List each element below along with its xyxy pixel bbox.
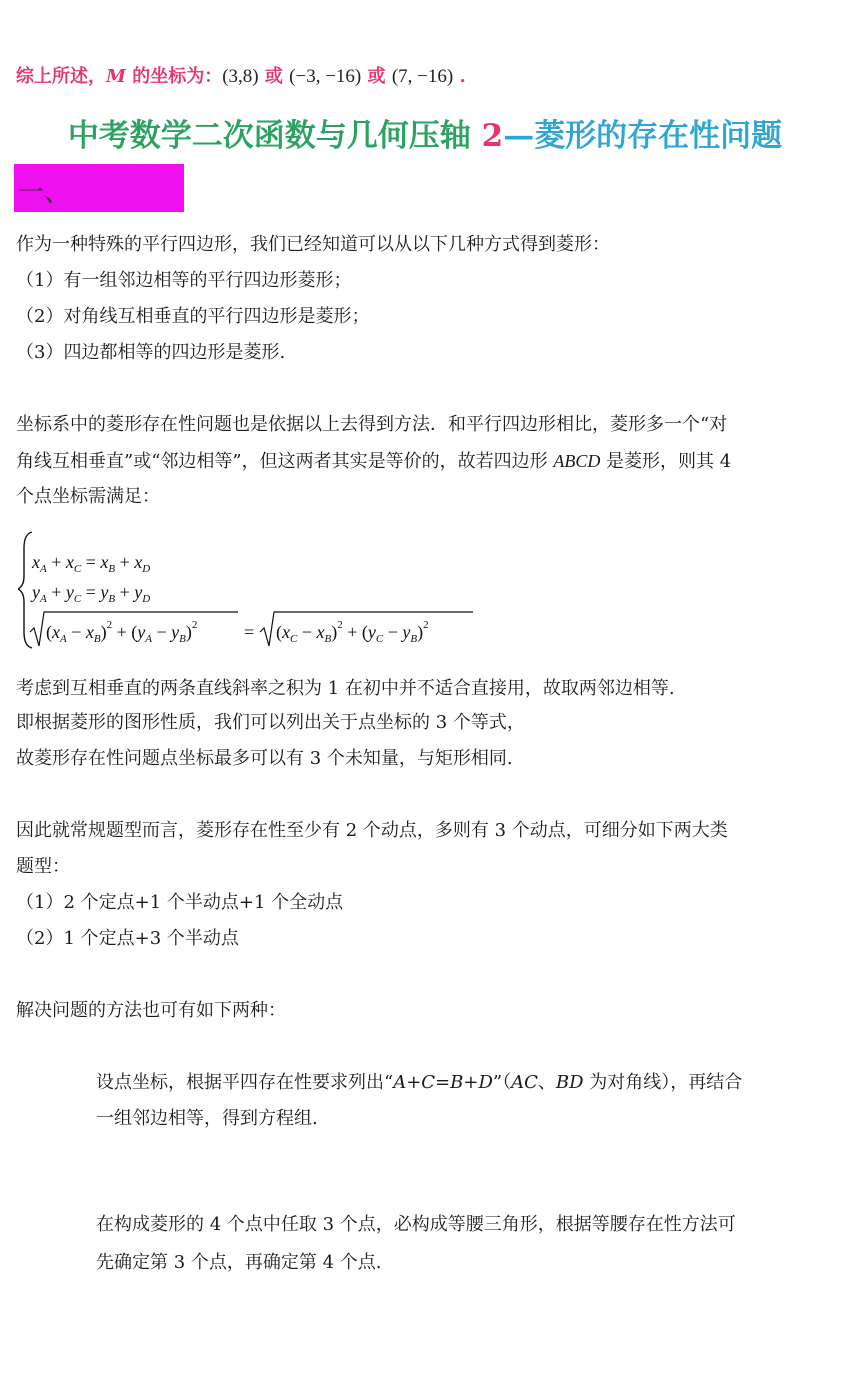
coord-line-3: 个点坐标需满足： [16, 486, 160, 507]
method-1-text-b: ”（ [492, 1072, 512, 1093]
method-2-line-2: 先确定第 3 个点，再确定第 4 个点. [96, 1252, 382, 1273]
left-brace [18, 532, 32, 648]
title-main: 中考数学二次函数与几何压轴 [67, 118, 482, 154]
section-banner-text: 一、 [18, 178, 71, 208]
intro-line-4: （3）四边都相等的四边形是菱形. [16, 342, 286, 363]
coord-line-1: 坐标系中的菱形存在性问题也是依据以上去得到方法．和平行四边形相比，菱形多一个“对 [16, 414, 728, 435]
types-line-2: 题型： [16, 856, 70, 877]
method-1-line-2: 一组邻边相等，得到方程组. [96, 1108, 318, 1129]
summary-prefix: 综上所述， [16, 66, 106, 87]
types-line-4: （2）1 个定点+3 个半动点 [16, 928, 239, 949]
section-banner [14, 164, 184, 212]
equation-system [18, 528, 488, 650]
eq-line-3-equals: = [244, 622, 255, 642]
intro-line-3: （2）对角线互相垂直的平行四边形是菱形； [16, 306, 370, 327]
title-tail: —菱形的存在性问题 [503, 118, 783, 154]
summary-end: . [453, 66, 466, 87]
consider-line-3: 故菱形存在性问题点坐标最多可以有 3 个未知量，与矩形相同. [16, 748, 513, 769]
method-1-bd: BD [555, 1072, 584, 1093]
eq-line-1: $x_A + x_C = x_B + x_D$ [32, 552, 151, 575]
types-line-1: 因此就常规题型而言，菱形存在性至少有 2 个动点，多则有 3 个动点，可细分如下两大类 [16, 820, 728, 841]
summary-point-2: (−3, −16) [289, 66, 362, 87]
summary-line [16, 62, 466, 88]
summary-mid: 的坐标为： [125, 66, 223, 87]
summary-var-m: M [106, 66, 126, 87]
method-1-text-c: 为对角线），再结合 [583, 1072, 743, 1093]
summary-or-1: 或 [258, 66, 290, 87]
method-1-sep: 、 [537, 1072, 556, 1093]
method-2-line-1: 在构成菱形的 4 个点中任取 3 个点，必构成等腰三角形，根据等腰存在性方法可 [96, 1214, 736, 1235]
page-title [0, 110, 850, 155]
consider-line-2: 即根据菱形的图形性质，我们可以列出关于点坐标的 3 个等式， [16, 712, 525, 733]
intro-line-1: 作为一种特殊的平行四边形，我们已经知道可以从以下几种方式得到菱形： [16, 234, 610, 255]
method-1-formula: A+C=B+D [393, 1072, 493, 1093]
coord-line-2b: 是菱形，则其 4 [600, 451, 732, 472]
coord-line-2 [16, 448, 731, 475]
summary-or-2: 或 [361, 66, 392, 87]
method-1-ac: AC [511, 1072, 538, 1093]
intro-line-2: （1）有一组邻边相等的平行四边形菱形； [16, 270, 352, 291]
coord-line-2a: 角线互相垂直”或“邻边相等”，但这两者其实是等价的，故若四边形 [16, 451, 554, 472]
title-number: 2 [481, 118, 504, 154]
coord-var-abcd: ABCD [553, 451, 601, 471]
consider-line-1: 考虑到互相垂直的两条直线斜率之积为 1 在初中并不适合直接用，故取两邻边相等. [16, 678, 675, 699]
types-line-3: （1）2 个定点+1 个半动点+1 个全动点 [16, 892, 344, 913]
method-1-line-1 [96, 1070, 742, 1096]
eq-line-3-left: $(x_A - x_B)^2 + (y_A - y_B)^2$ [46, 619, 198, 645]
methods-intro: 解决问题的方法也可有如下两种： [16, 1000, 286, 1021]
eq-line-3-right: $(x_C - x_B)^2 + (y_C - y_B)^2$ [276, 619, 429, 645]
summary-point-3: (7, −16) [391, 66, 454, 87]
method-1-text-a: 设点坐标，根据平四存在性要求列出“ [96, 1072, 394, 1093]
summary-point-1: (3,8) [222, 66, 259, 87]
eq-line-2: $y_A + y_C = y_B + y_D$ [32, 582, 151, 605]
